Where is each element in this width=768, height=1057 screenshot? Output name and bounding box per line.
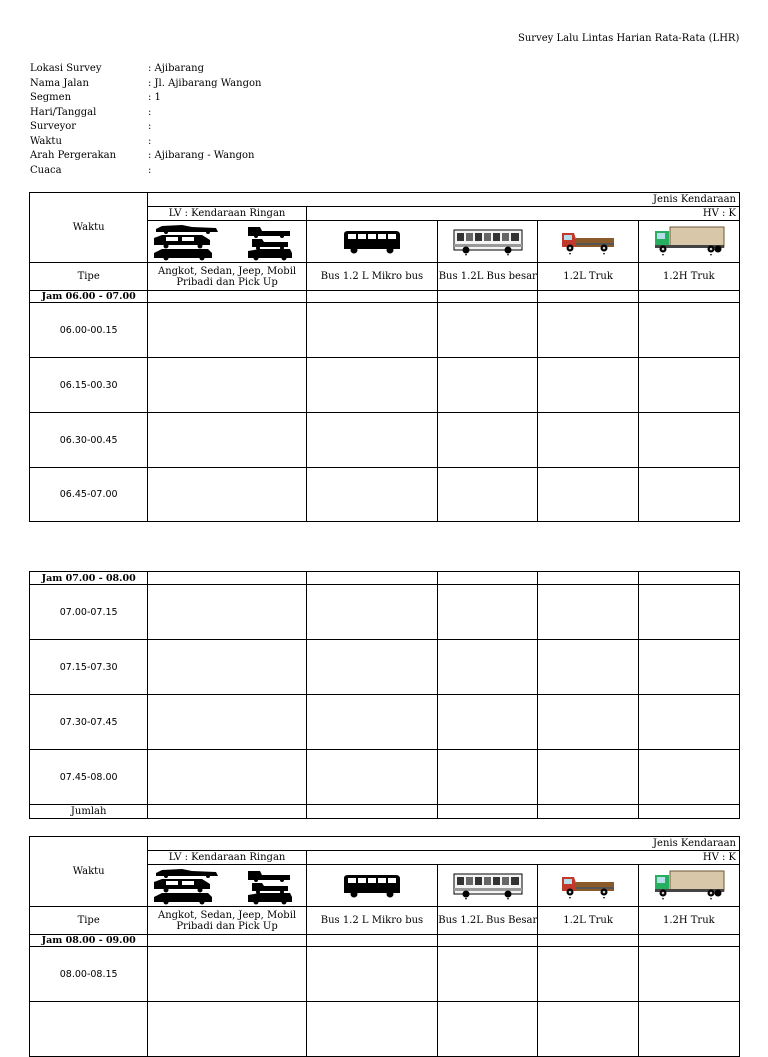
info-label: Waktu	[30, 135, 62, 147]
jenis-kendaraan-header: Jenis Kendaraan	[148, 837, 740, 851]
mikro-bus-label: Bus 1.2 L Mikro bus	[306, 907, 437, 935]
hour-label: Jam 07.00 - 08.00	[30, 572, 148, 585]
lv-header: LV : Kendaraan Ringan	[148, 207, 306, 221]
count-cell[interactable]	[148, 750, 306, 805]
info-value: : Jl. Ajibarang Wangon	[148, 77, 262, 89]
count-cell[interactable]	[148, 291, 306, 303]
count-cell[interactable]	[538, 1002, 638, 1057]
time-slot: 06.00-00.15	[30, 303, 148, 358]
bus-besar-label: Bus 1.2L Bus besar	[438, 263, 538, 291]
truk-heavy-label: 1.2H Truk	[638, 907, 739, 935]
info-value: :	[148, 135, 152, 147]
count-cell[interactable]	[638, 358, 739, 413]
count-cell[interactable]	[638, 585, 739, 640]
count-cell[interactable]	[638, 695, 739, 750]
count-cell[interactable]	[148, 947, 306, 1002]
count-cell[interactable]	[638, 1002, 739, 1057]
count-cell[interactable]	[148, 695, 306, 750]
count-cell[interactable]	[306, 358, 437, 413]
count-cell[interactable]	[306, 572, 437, 585]
heavy-truck-icon	[638, 221, 739, 263]
info-value: : Ajibarang - Wangon	[148, 150, 255, 161]
light-truck-icon	[538, 221, 638, 263]
hour-label: Jam 08.00 - 09.00	[30, 935, 148, 947]
heavy-truck-icon	[638, 865, 739, 907]
light-vehicles-icon	[148, 221, 306, 263]
time-slot: 07.00-07.15	[30, 585, 148, 640]
count-cell[interactable]	[538, 585, 638, 640]
tipe-header: Tipe	[30, 907, 148, 935]
count-cell[interactable]	[438, 413, 538, 468]
info-value: : 1	[148, 92, 161, 103]
count-cell[interactable]	[638, 413, 739, 468]
count-cell[interactable]	[306, 935, 437, 947]
count-cell[interactable]	[538, 695, 638, 750]
time-slot	[30, 1002, 148, 1057]
mikro-bus-label: Bus 1.2 L Mikro bus	[306, 263, 437, 291]
info-label: Nama Jalan	[30, 77, 89, 89]
count-cell[interactable]	[538, 935, 638, 947]
count-cell[interactable]	[638, 303, 739, 358]
count-cell[interactable]	[538, 468, 638, 522]
count-cell[interactable]	[438, 585, 538, 640]
count-cell[interactable]	[638, 935, 739, 947]
time-slot: 07.30-07.45	[30, 695, 148, 750]
count-cell[interactable]	[538, 413, 638, 468]
count-cell[interactable]	[306, 585, 437, 640]
time-slot: 07.15-07.30	[30, 640, 148, 695]
count-cell[interactable]	[638, 947, 739, 1002]
hv-header: HV : K	[306, 207, 739, 221]
count-cell[interactable]	[538, 750, 638, 805]
hv-header: HV : K	[306, 851, 739, 865]
count-cell[interactable]	[538, 303, 638, 358]
lv-header: LV : Kendaraan Ringan	[148, 851, 306, 865]
total-cell[interactable]	[148, 805, 306, 819]
count-cell[interactable]	[306, 468, 437, 522]
info-value: :	[148, 106, 152, 118]
info-label: Surveyor	[30, 121, 77, 132]
count-cell[interactable]	[148, 935, 306, 947]
truk-light-label: 1.2L Truk	[538, 907, 638, 935]
count-cell[interactable]	[438, 572, 538, 585]
time-slot: 08.00-08.15	[30, 947, 148, 1002]
count-cell[interactable]	[638, 572, 739, 585]
total-label: Jumlah	[30, 805, 148, 819]
count-cell[interactable]	[638, 640, 739, 695]
count-cell[interactable]	[538, 947, 638, 1002]
count-cell[interactable]	[148, 303, 306, 358]
count-cell[interactable]	[148, 413, 306, 468]
count-cell[interactable]	[306, 413, 437, 468]
count-cell[interactable]	[306, 947, 437, 1002]
count-cell[interactable]	[306, 640, 437, 695]
survey-table-2	[29, 571, 740, 819]
count-cell[interactable]	[438, 468, 538, 522]
info-label: Cuaca	[30, 164, 62, 176]
count-cell[interactable]	[438, 947, 538, 1002]
lv-type-desc: Angkot, Sedan, Jeep, Mobil Pribadi dan Pick Up	[148, 907, 306, 935]
count-cell[interactable]	[306, 695, 437, 750]
light-vehicles-icon	[148, 865, 306, 907]
count-cell[interactable]	[148, 640, 306, 695]
time-slot: 06.30-00.45	[30, 413, 148, 468]
count-cell[interactable]	[538, 640, 638, 695]
count-cell[interactable]	[306, 303, 437, 358]
time-slot: 06.15-00.30	[30, 358, 148, 413]
waktu-header: Waktu	[30, 837, 148, 907]
micro-bus-icon	[306, 221, 437, 263]
count-cell[interactable]	[306, 291, 437, 303]
info-value: :	[148, 164, 152, 176]
waktu-header: Waktu	[30, 193, 148, 263]
count-cell[interactable]	[438, 695, 538, 750]
count-cell[interactable]	[438, 358, 538, 413]
count-cell[interactable]	[438, 1002, 538, 1057]
info-label: Lokasi Survey	[30, 63, 102, 74]
total-cell[interactable]	[438, 805, 538, 819]
info-label: Hari/Tanggal	[30, 106, 97, 118]
count-cell[interactable]	[148, 1002, 306, 1057]
time-slot: 07.45-08.00	[30, 750, 148, 805]
info-label: Arah Pergerakan	[30, 150, 117, 161]
count-cell[interactable]	[538, 291, 638, 303]
count-cell[interactable]	[148, 572, 306, 585]
count-cell[interactable]	[438, 750, 538, 805]
big-bus-icon	[438, 865, 538, 907]
count-cell[interactable]	[538, 358, 638, 413]
truk-light-label: 1.2L Truk	[538, 263, 638, 291]
bus-besar-label: Bus 1.2L Bus Besar	[438, 907, 538, 935]
count-cell[interactable]	[438, 640, 538, 695]
micro-bus-icon	[306, 865, 437, 907]
lv-type-desc: Angkot, Sedan, Jeep, Mobil Pribadi dan Pick Up	[148, 263, 306, 291]
document-title: Survey Lalu Lintas Harian Rata-Rata (LHR)	[518, 33, 740, 44]
truk-heavy-label: 1.2H Truk	[638, 263, 739, 291]
info-value: : Ajibarang	[148, 63, 205, 74]
big-bus-icon	[438, 221, 538, 263]
light-truck-icon	[538, 865, 638, 907]
time-slot: 06.45-07.00	[30, 468, 148, 522]
info-label: Segmen	[30, 92, 72, 103]
count-cell[interactable]	[438, 291, 538, 303]
tipe-header: Tipe	[30, 263, 148, 291]
jenis-kendaraan-header: Jenis Kendaraan	[148, 193, 740, 207]
total-cell[interactable]	[306, 805, 437, 819]
hour-label: Jam 06.00 - 07.00	[30, 291, 148, 303]
count-cell[interactable]	[148, 358, 306, 413]
count-cell[interactable]	[306, 750, 437, 805]
count-cell[interactable]	[148, 468, 306, 522]
count-cell[interactable]	[438, 935, 538, 947]
info-value: :	[148, 121, 152, 132]
survey-table-1	[29, 192, 740, 522]
count-cell[interactable]	[148, 585, 306, 640]
count-cell[interactable]	[306, 1002, 437, 1057]
count-cell[interactable]	[638, 468, 739, 522]
count-cell[interactable]	[638, 750, 739, 805]
count-cell[interactable]	[538, 572, 638, 585]
count-cell[interactable]	[638, 291, 739, 303]
total-cell[interactable]	[538, 805, 638, 819]
count-cell[interactable]	[438, 303, 538, 358]
total-cell[interactable]	[638, 805, 739, 819]
